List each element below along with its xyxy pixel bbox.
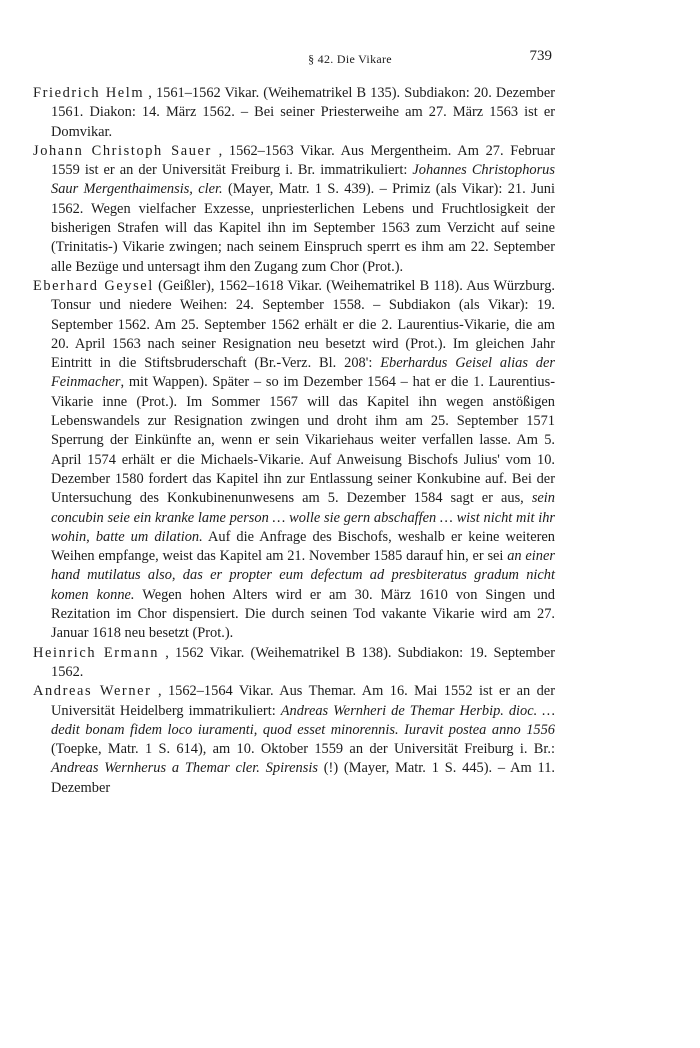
entry-andreas-werner [33, 682, 555, 798]
entry-heinrich-ermann [33, 644, 555, 683]
entry-name: Johann Christoph Sauer [33, 142, 212, 159]
entry-eberhard-geysel [33, 277, 555, 644]
quoted-text: Andreas Wernherus a Themar cler. Spirensis [51, 760, 318, 777]
entry-text: , 1562–1564 Vikar. Aus Themar. Am 16. Mai 1552 ist er an der Universität Heidelberg immatrikuliert: [51, 683, 555, 719]
quoted-text: Eberhardus Geisel alias der Feinmacher [51, 355, 555, 391]
entry-name: Andreas Werner [33, 683, 152, 700]
quoted-text: an einer hand mutilatus also, das er propter eum defectum ad presbiteratus gradum nicht komen konne. [51, 548, 555, 603]
entry-name: Heinrich Ermann [33, 644, 160, 661]
entry-text: , 1562 Vikar. (Weihematrikel B 138). Subdiakon: 19. September 1562. [51, 644, 555, 680]
entry-friedrich-helm [33, 84, 555, 142]
quoted-text: sein concubin seie ein kranke lame person … wolle sie gern abschaffen … wist nicht mit ihr wohin, batte um dilation. [51, 490, 555, 545]
entry-text: (Mayer, Matr. 1 S. 439). – Primiz (als Vikar): 21. Juni 1562. Wegen vielfacher Exzesse, unpriesterlichen Lebens und Fruchtlosigkeit der bisherigen Strafen will das Kapitel ihn im September 1563 zum Verzicht auf seine (Trinitatis-) Vikarie zwingen; nach seinem Einspruch sperrt es ihm am 22. September alle Bezüge und untersagt ihm den Zugang zum Chor (Prot.). [51, 181, 556, 275]
vicar-entries [33, 84, 555, 798]
quoted-text: Andreas Wernheri de Themar Herbip. dioc. … dedit bonam fidem loco iuramenti, quod esset minorennis. Iuravit postea anno 1556 [51, 702, 556, 738]
entry-text: , 1561–1562 Vikar. (Weihematrikel B 135). Subdiakon: 20. Dezember 1561. Diakon: 14. März 1562. – Bei seiner Priesterweihe am 27. März 1563 ist er Domvikar. [51, 85, 556, 140]
entry-text: (Toepke, Matr. 1 S. 614), am 10. Oktober 1559 an der Universität Freiburg i. Br.: [51, 741, 555, 758]
entry-johann-christoph-sauer [33, 142, 555, 277]
running-head [0, 48, 700, 72]
entry-text: (Geißler), 1562–1618 Vikar. (Weihematrikel B 118). Aus Würzburg. Tonsur und niedere Weihen: 24. September 1558. – Subdiakon (als Vikar): 19. September 1562. Am 25. September 1562 erhält er die 2. Laurentius-Vikarie, die am 20. April 1563 nach seiner Resignation neu besetzt wird (Prot.). Im gleichen Jahr Eintritt in die Stiftsbruderschaft (Br.-Verz. Bl. 208': [51, 277, 555, 372]
entry-text: Wegen hohen Alters wird er am 30. März 1610 von Singen und Rezitation im Chor dispensiert. Die durch seinen Tod vakante Vikarie wird am 27. Januar 1618 neu besetzt (Prot.). [51, 586, 555, 642]
entry-name: Friedrich Helm [33, 85, 145, 101]
entry-text: (!) (Mayer, Matr. 1 S. 445). – Am 11. Dezember [51, 760, 555, 796]
entry-text: Auf die Anfrage des Bischofs, weshalb er keine weiteren Weihen empfange, weist das Kapitel am 21. November 1585 darauf hin, er sei [51, 528, 556, 565]
entry-name: Eberhard Geysel [33, 277, 154, 294]
entry-text: , 1562–1563 Vikar. Aus Mergentheim. Am 27. Februar 1559 ist er an der Universität Freiburg i. Br. immatrikuliert: [51, 142, 555, 179]
quoted-text: Johannes Christophorus Saur Mergenthaimensis, cler. [51, 162, 555, 198]
entry-text: , mit Wappen). Später – so im Dezember 1564 – hat er die 1. Laurentius-Vikarie inne (Prot.). Im Sommer 1567 will das Kapitel ihn wegen anstößigen Lebenswandels zur Resignation zwingen und droht ihm am 25. September 1571 Sperrung der Einkünfte an, wenn er sein Vikariehaus weiter verfallen lasse. Am 5. April 1574 erhält er die Michaels-Vikarie. Auf Anweisung Bischofs Julius' vom 10. Dezember 1580 fordert das Kapitel ihn zur Entlassung seiner Konkubine auf. Bei der Untersuchung des Konkubinenunwesens am 5. Dezember 1584 sagt er aus, [51, 374, 555, 507]
page-number: 739 [529, 48, 552, 64]
section-title: § 42. Die Vikare [308, 52, 392, 66]
